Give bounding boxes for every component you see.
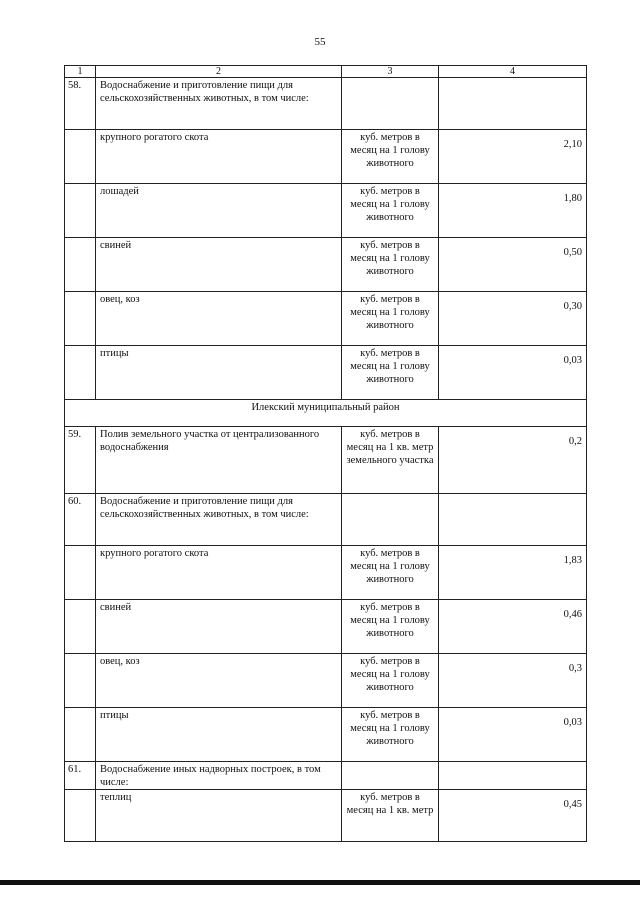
table-row <box>65 654 587 708</box>
row-value <box>439 78 587 130</box>
table-row <box>65 790 587 842</box>
row-unit: куб. метров в месяц на 1 голову животного <box>342 184 439 238</box>
row-number <box>65 546 96 600</box>
table-row <box>65 762 587 790</box>
table-row <box>65 184 587 238</box>
table-row <box>65 494 587 546</box>
norms-table <box>64 65 587 842</box>
row-unit: куб. метров в месяц на 1 кв. метр земельного участка <box>342 427 439 494</box>
table-row <box>65 400 587 427</box>
header-cell: 1 <box>65 66 96 78</box>
row-value: 0,2 <box>439 427 587 494</box>
row-number: 60. <box>65 494 96 546</box>
table-row <box>65 708 587 762</box>
table-row <box>65 346 587 400</box>
row-description: крупного рогатого скота <box>96 130 342 184</box>
row-unit: куб. метров в месяц на 1 голову животного <box>342 654 439 708</box>
table-row <box>65 78 587 130</box>
row-value: 0,46 <box>439 600 587 654</box>
header-cell: 2 <box>96 66 342 78</box>
row-number: 61. <box>65 762 96 790</box>
row-value: 0,30 <box>439 292 587 346</box>
row-number <box>65 600 96 654</box>
row-unit <box>342 762 439 790</box>
row-unit <box>342 78 439 130</box>
row-description: Водоснабжение и приготовление пищи для сельскохозяйственных животных, в том числе: <box>96 78 342 130</box>
row-value: 0,03 <box>439 346 587 400</box>
row-value: 0,45 <box>439 790 587 842</box>
row-unit: куб. метров в месяц на 1 голову животного <box>342 346 439 400</box>
bottom-rule <box>0 880 640 885</box>
row-description: теплиц <box>96 790 342 842</box>
row-number <box>65 238 96 292</box>
table-row <box>65 546 587 600</box>
row-description: птицы <box>96 708 342 762</box>
row-value <box>439 762 587 790</box>
row-number <box>65 184 96 238</box>
row-description: Полив земельного участка от централизованного водоснабжения <box>96 427 342 494</box>
row-number <box>65 654 96 708</box>
row-description: лошадей <box>96 184 342 238</box>
row-description: птицы <box>96 346 342 400</box>
row-number <box>65 292 96 346</box>
row-value: 2,10 <box>439 130 587 184</box>
row-number: 59. <box>65 427 96 494</box>
row-unit: куб. метров в месяц на 1 голову животного <box>342 130 439 184</box>
row-unit: куб. метров в месяц на 1 голову животного <box>342 292 439 346</box>
header-cell: 3 <box>342 66 439 78</box>
row-value: 1,80 <box>439 184 587 238</box>
row-unit: куб. метров в месяц на 1 голову животного <box>342 708 439 762</box>
page-number: 55 <box>314 36 326 48</box>
row-value <box>439 494 587 546</box>
row-value: 0,03 <box>439 708 587 762</box>
row-number <box>65 346 96 400</box>
row-number <box>65 708 96 762</box>
row-unit: куб. метров в месяц на 1 голову животного <box>342 600 439 654</box>
row-description: Водоснабжение и приготовление пищи для сельскохозяйственных животных, в том числе: <box>96 494 342 546</box>
row-number <box>65 790 96 842</box>
row-description: свиней <box>96 600 342 654</box>
row-unit: куб. метров в месяц на 1 голову животного <box>342 238 439 292</box>
table-header-row <box>65 66 587 78</box>
table-row <box>65 600 587 654</box>
row-unit: куб. метров в месяц на 1 кв. метр <box>342 790 439 842</box>
row-value: 0,3 <box>439 654 587 708</box>
row-number: 58. <box>65 78 96 130</box>
table-row <box>65 130 587 184</box>
region-heading: Илекский муниципальный район <box>65 400 587 427</box>
table-row <box>65 427 587 494</box>
row-unit <box>342 494 439 546</box>
row-description: Водоснабжение иных надворных построек, в том числе: <box>96 762 342 790</box>
row-value: 1,83 <box>439 546 587 600</box>
row-unit: куб. метров в месяц на 1 голову животного <box>342 546 439 600</box>
row-description: овец, коз <box>96 654 342 708</box>
row-description: свиней <box>96 238 342 292</box>
row-description: крупного рогатого скота <box>96 546 342 600</box>
table-row <box>65 238 587 292</box>
row-description: овец, коз <box>96 292 342 346</box>
row-value: 0,50 <box>439 238 587 292</box>
row-number <box>65 130 96 184</box>
table-row <box>65 292 587 346</box>
header-cell: 4 <box>439 66 587 78</box>
